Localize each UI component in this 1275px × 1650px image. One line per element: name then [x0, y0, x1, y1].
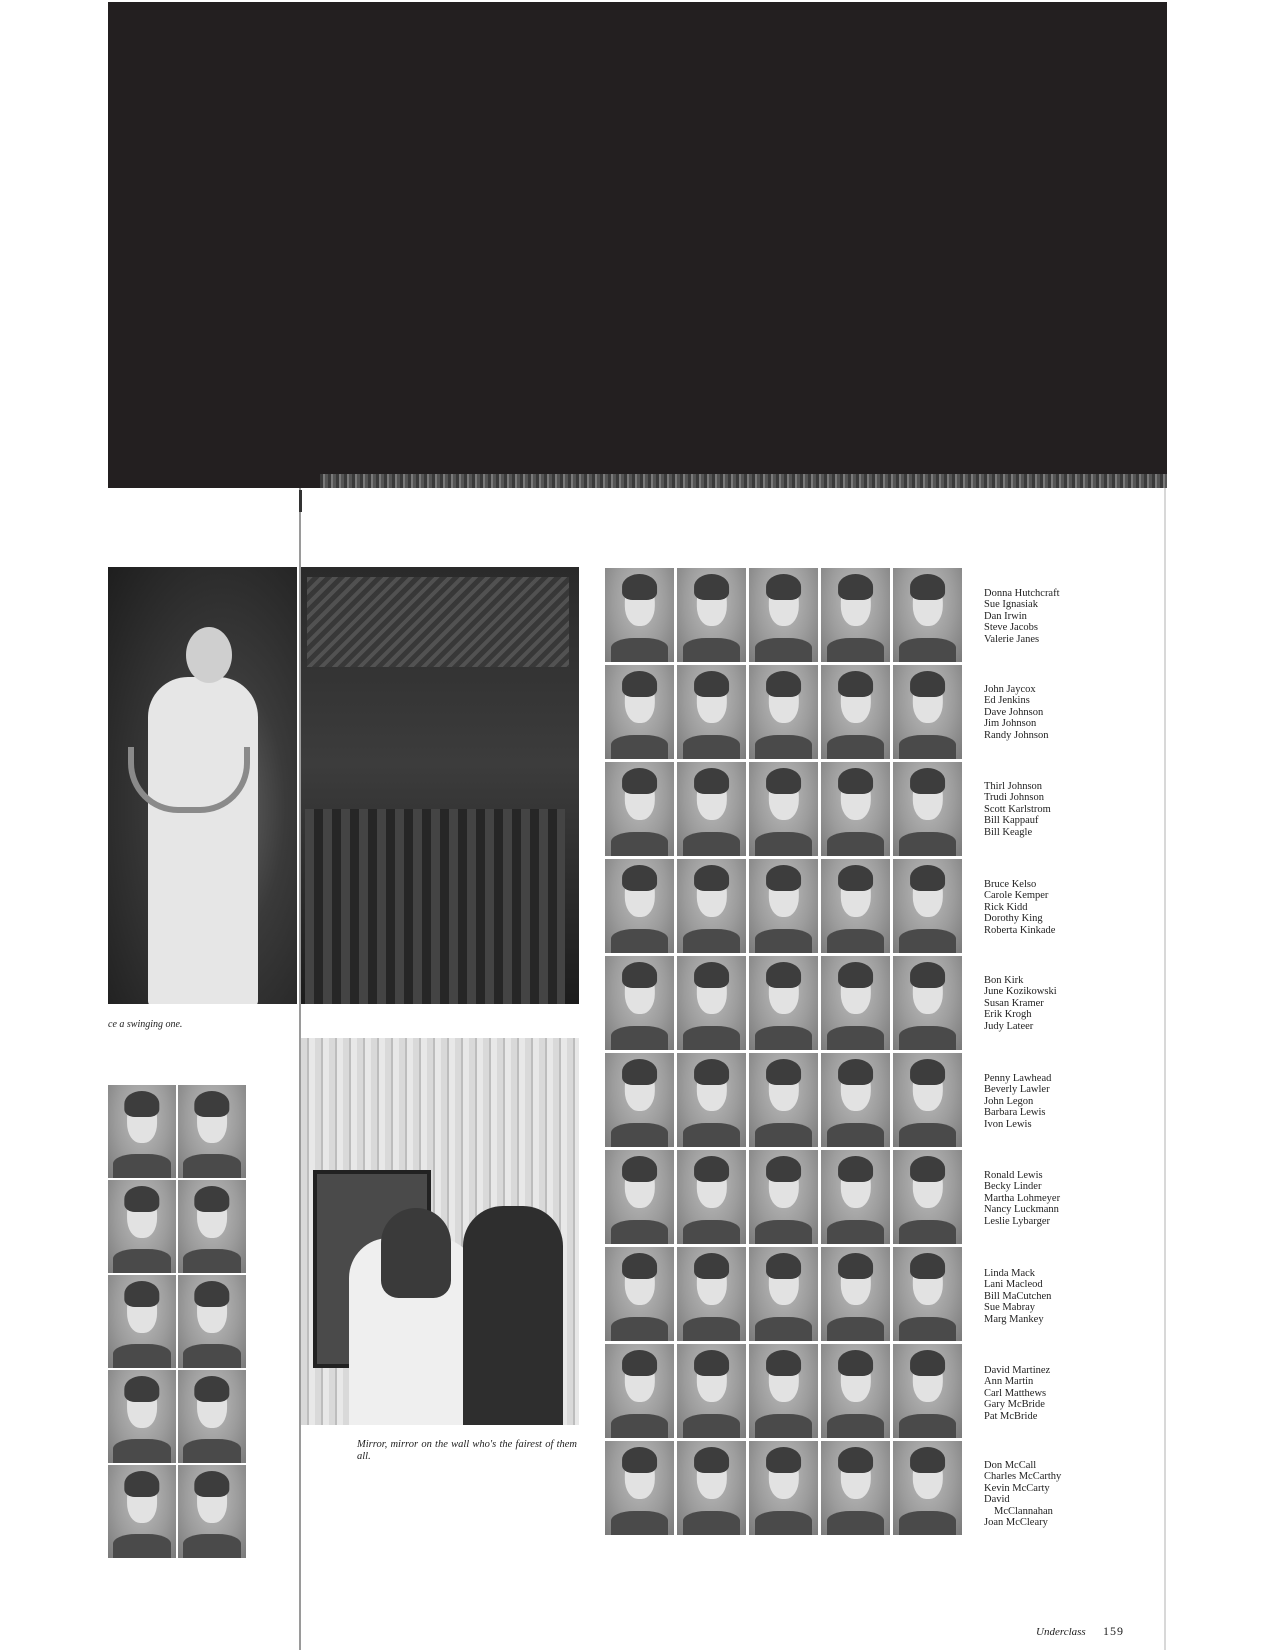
- student-portrait: [749, 1150, 818, 1244]
- page-edge-strip: [320, 474, 1167, 488]
- name-group-6: [984, 1073, 1094, 1130]
- student-name: David Martinez: [984, 1365, 1051, 1376]
- student-name: Don McCall: [984, 1460, 1037, 1471]
- student-name: Rick Kidd: [984, 901, 1028, 913]
- white-suit-figure: [148, 677, 258, 1004]
- student-portrait: [749, 859, 818, 953]
- student-portrait: [821, 956, 890, 1050]
- glitter-sign: [307, 577, 569, 667]
- name-group-8: [984, 1268, 1094, 1325]
- student-name: Roberta Kinkade: [984, 924, 1056, 936]
- student-portrait: [749, 956, 818, 1050]
- student-name: Becky Linder: [984, 1181, 1042, 1193]
- student-name: Joan McCleary: [984, 1517, 1048, 1529]
- student-name: Donna Hutchcraft: [984, 588, 1060, 599]
- student-name: Kevin McCarty: [984, 1482, 1050, 1494]
- student-portrait: [605, 1053, 674, 1147]
- student-portrait: [677, 762, 746, 856]
- student-name: Susan Kramer: [984, 997, 1044, 1009]
- student-name: John Jaycox: [984, 684, 1036, 695]
- band-saxophonist-photo: [108, 567, 297, 1004]
- student-portrait: [893, 859, 962, 953]
- student-name: Thirl Johnson: [984, 781, 1043, 792]
- student-portrait: [893, 1053, 962, 1147]
- student-name: Ed Jenkins: [984, 695, 1030, 707]
- student-name: Dave Johnson: [984, 706, 1044, 718]
- student-name: Sue Mabray: [984, 1302, 1036, 1314]
- student-portrait: [893, 1344, 962, 1438]
- student-portrait: [605, 859, 674, 953]
- student-portrait: [821, 1150, 890, 1244]
- student-portrait: [677, 1441, 746, 1535]
- student-portrait: [605, 956, 674, 1050]
- student-portrait: [677, 956, 746, 1050]
- student-portrait: [677, 1150, 746, 1244]
- student-name: Marg Mankey: [984, 1313, 1044, 1325]
- student-name: Pat McBride: [984, 1410, 1038, 1422]
- student-portrait: [893, 956, 962, 1050]
- student-name: Charles McCarthy: [984, 1471, 1062, 1483]
- portrait: [108, 1465, 176, 1558]
- student-name: Leslie Lybarger: [984, 1215, 1050, 1227]
- main-portrait-grid: [605, 568, 962, 1535]
- student-name: Judy Lateer: [984, 1020, 1034, 1032]
- portrait: [178, 1085, 246, 1178]
- page-right-edge: [1164, 488, 1166, 1650]
- student-portrait: [893, 1150, 962, 1244]
- student-name: Lani Macleod: [984, 1279, 1043, 1291]
- student-name: Bruce Kelso: [984, 879, 1037, 890]
- student-name: Ivon Lewis: [984, 1118, 1032, 1130]
- student-name: Trudi Johnson: [984, 792, 1045, 804]
- student-portrait: [605, 1247, 674, 1341]
- student-name: Penny Lawhead: [984, 1073, 1052, 1084]
- student-name: Barbara Lewis: [984, 1107, 1046, 1119]
- student-portrait: [749, 665, 818, 759]
- student-name: Bon Kirk: [984, 975, 1024, 986]
- student-name: Bill Kappauf: [984, 815, 1039, 827]
- student-name: Linda Mack: [984, 1268, 1036, 1279]
- student-portrait: [749, 1344, 818, 1438]
- portrait: [178, 1370, 246, 1463]
- student-portrait: [677, 1344, 746, 1438]
- student-name: Bill MaCutchen: [984, 1290, 1052, 1302]
- student-portrait: [749, 1053, 818, 1147]
- student-portrait: [893, 568, 962, 662]
- student-name: Carole Kemper: [984, 890, 1049, 902]
- name-group-1: [984, 588, 1094, 645]
- gutter-mark: [299, 490, 302, 512]
- student-portrait: [605, 1150, 674, 1244]
- student-name: Valerie Janes: [984, 633, 1040, 645]
- student-name: McClannahan: [994, 1505, 1053, 1517]
- student-portrait: [677, 665, 746, 759]
- student-portrait: [821, 1053, 890, 1147]
- name-group-3: [984, 781, 1094, 838]
- band-photo-caption: ce a swinging one.: [108, 1019, 183, 1030]
- student-name: Ronald Lewis: [984, 1170, 1043, 1181]
- portrait: [108, 1275, 176, 1368]
- student-name: Jim Johnson: [984, 718, 1037, 730]
- student-portrait: [821, 665, 890, 759]
- name-group-2: [984, 684, 1094, 741]
- student-portrait: [677, 859, 746, 953]
- name-group-4: [984, 879, 1094, 936]
- student-portrait: [677, 1247, 746, 1341]
- name-group-5: [984, 975, 1094, 1032]
- portrait: [178, 1275, 246, 1368]
- portrait: [178, 1180, 246, 1273]
- girl-dark-coat: [463, 1206, 563, 1425]
- girl-hair: [381, 1208, 451, 1298]
- student-name: John Legon: [984, 1095, 1034, 1107]
- student-portrait: [605, 665, 674, 759]
- mirror-photo: [301, 1038, 579, 1425]
- student-portrait: [821, 1344, 890, 1438]
- student-name: Ann Martin: [984, 1376, 1034, 1388]
- student-name: Sue Ignasiak: [984, 599, 1038, 611]
- student-portrait: [821, 1247, 890, 1341]
- student-name: David: [984, 1494, 1010, 1506]
- portrait: [108, 1370, 176, 1463]
- student-name: Beverly Lawler: [984, 1084, 1050, 1096]
- left-portrait-grid: [108, 1085, 246, 1558]
- page-number: 159: [1103, 1624, 1124, 1638]
- student-portrait: [749, 1441, 818, 1535]
- student-portrait: [677, 568, 746, 662]
- portrait: [108, 1085, 176, 1178]
- student-portrait: [605, 1344, 674, 1438]
- student-name: Steve Jacobs: [984, 622, 1038, 634]
- student-name: Bill Keagle: [984, 826, 1033, 838]
- student-portrait: [605, 762, 674, 856]
- portrait: [178, 1465, 246, 1558]
- student-name: Gary McBride: [984, 1399, 1045, 1411]
- name-group-7: [984, 1170, 1094, 1227]
- student-name: Dan Irwin: [984, 610, 1027, 622]
- student-name: Erik Krogh: [984, 1009, 1032, 1021]
- student-portrait: [749, 762, 818, 856]
- musician-head: [186, 627, 232, 683]
- student-portrait: [749, 1247, 818, 1341]
- student-name: Carl Matthews: [984, 1387, 1047, 1399]
- student-portrait: [605, 568, 674, 662]
- student-portrait: [821, 859, 890, 953]
- name-group-10: [984, 1460, 1094, 1528]
- mirror-photo-caption: Mirror, mirror on the wall who's the fairest of them all.: [357, 1439, 577, 1462]
- student-portrait: [749, 568, 818, 662]
- name-group-9: [984, 1365, 1094, 1422]
- student-name: Nancy Luckmann: [984, 1204, 1059, 1216]
- stage-drape: [305, 809, 565, 1004]
- student-name: June Kozikowski: [984, 986, 1057, 998]
- student-name: Martha Lohmeyer: [984, 1192, 1061, 1204]
- student-name: Scott Karlstrom: [984, 803, 1051, 815]
- student-portrait: [893, 762, 962, 856]
- student-portrait: [893, 665, 962, 759]
- portrait: [108, 1180, 176, 1273]
- stage-photo: [301, 567, 579, 1004]
- student-portrait: [605, 1441, 674, 1535]
- student-portrait: [821, 568, 890, 662]
- student-portrait: [677, 1053, 746, 1147]
- student-portrait: [893, 1247, 962, 1341]
- student-portrait: [893, 1441, 962, 1535]
- top-dark-panel: [108, 2, 1167, 488]
- student-name: Dorothy King: [984, 913, 1043, 925]
- student-portrait: [821, 1441, 890, 1535]
- section-label: Underclass: [1036, 1626, 1086, 1638]
- student-name: Randy Johnson: [984, 729, 1049, 741]
- student-portrait: [821, 762, 890, 856]
